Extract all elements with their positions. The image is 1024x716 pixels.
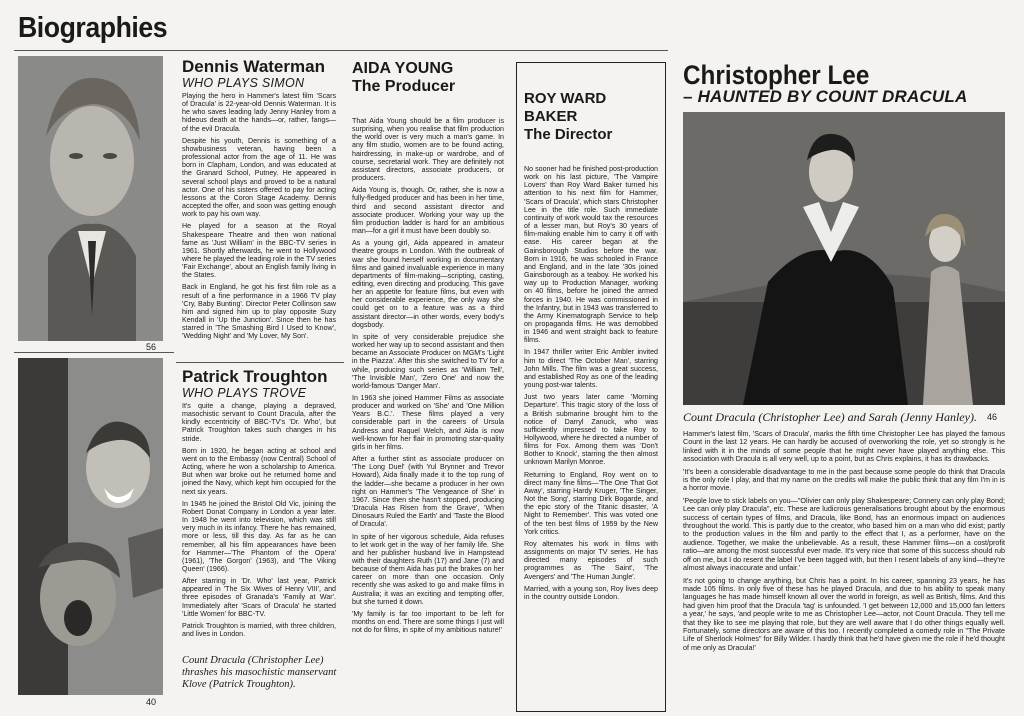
lee-paragraph: 'It's been a considerable disadvantage to me in the past because some people do think that Dracula is the only role I play, and that my name on the credits will make the public think that any film I'm in is a horror movie. <box>683 466 1005 493</box>
lee-paragraph: It's not going to change anything, but Chris has a point. In his career, spanning 23 years, he has made 105 films. In only five of these has he played Dracula, and due to his ability to speak many languages he has made himself known all over the world in foreign, as well as British, films. And this had given him proof that the Dracula 'tag' is unfounded. 'I get between 12,000 and 15,000 fan letters a year,' he says, 'and people write to me as Christopher Lee—actor, not Count Dracula. They tell me that they like to see me playing that role, but they are well aware that I do other things equally well. Fortunately, some directors are aware of this too. I recently completed a comedy role in "The Private Life of Sherlock Holmes" for Billy Wilder. I hardly think that he'd have given me the role if he'd thought of me only as Dracula!' <box>683 575 1005 652</box>
waterman-paragraph: He played for a season at the Royal Shakespeare Theatre and then won national fame as 'Just William' in the BBC-TV series in 1961. Shortly afterwards, he went to Hollywood where he played the leading role in the TV series 'Fair Exchange', about an English family living in the States. <box>182 222 336 280</box>
troughton-paragraph: Born in 1920, he began acting at school and went on to the Embassy (now Central) School of Acting, where he won a scholarship to America. But when war broke out he returned home and joined the Navy, which kept him occupied for the next six years. <box>182 446 336 496</box>
young-name: AIDA YOUNG <box>352 60 454 77</box>
baker-paragraph: No sooner had he finished post-production work on his last picture, 'The Vampire Lovers' than Roy Ward Baker turned his attention to his next film for Hammer, 'Scars of Dracula', which stars Christopher Lee in the title role. Such immediate continuity of work would tax the resources of a lesser man, but Roy's 30 years of film-making enable him to carry it off with ease. His career began at the Gainsborough Studios before the war. Born in 1916, he was schooled in France and England, and in the late '30s joined Gainsborough as a teaboy. He worked his way up to Production Manager, working on 40 films, before he joined the armed forces in 1940. He was commissioned in the Infantry, but in 1943 was transferred to the Army Kinematograph Service to help on propaganda films. He was demobbed in 1946 and went straight back to feature films. <box>524 165 658 345</box>
young-role: The Producer <box>352 78 456 95</box>
young-paragraph: That Aida Young should be a film producer is surprising, when you realise that film production the world over is very much a man's game. In any film studio, women are to be found acting, hairdressing, in make-up or wardrobe, and of course, secretarial work. They are definitely not assistant directors, associate producers, or producers. <box>352 117 504 183</box>
page-number-56: 56 <box>146 342 157 352</box>
lee-paragraph: 'People love to stick labels on you—"Olivier can only play Shakespeare; Connery can only play Bond; Lee can only play Dracula", etc. These are ludicrous generalisations brought about by the enormous success of certain types of films, and Dracula, like Bond, has an enormous impact on audiences throughout the world. This is partly due to the creator, who based him on a man who did exist; partly to the production values in the film and partly to the effect that I, as a performer, have on the audience. Together, we make the unbelievable. As a result, these Hammer films—on a cost/profit ratio—are among the most successful ever made. It's very nice that some of this success should rub off on me, but I do resent the label I've been tagged with, but then I resent labels of any kind—they're almost always inaccurate and unfair.' <box>683 495 1005 573</box>
lee-subtitle: – HAUNTED BY COUNT DRACULA <box>683 87 968 106</box>
waterman-paragraph: Back in England, he got his first film role as a result of a fine performance in a 1966 TV play 'Cry, Baby Bunting'. Director Peter Collinson saw him and signed him up to play opposite Suzy Kendall in 'Up the Junction'. Since then he has starred in 'The Smashing Bird I Used to Know', 'Wedding Night' and 'My Lover, My Son'. <box>182 283 336 341</box>
baker-paragraph: Roy alternates his work in films with assignments on major TV series. He has directed many episodes of such programmes as 'The Saint', 'The Avengers' and 'The Human Jungle'. <box>524 539 658 581</box>
lee-caption: Count Dracula (Christopher Lee) and Sarah (Jenny Hanley). <box>683 410 977 424</box>
waterman-bio <box>182 92 336 345</box>
baker-paragraph: Married, with a young son, Roy lives deep in the country outside London. <box>524 584 658 601</box>
young-bio <box>352 117 504 638</box>
troughton-name: Patrick Troughton <box>182 367 328 386</box>
waterman-paragraph: Playing the hero in Hammer's latest film 'Scars of Dracula' is 22-year-old Dennis Waterman. It is he who saves leading lady Jenny Hanley from a hideous death at the hands—or, rather, fangs—of the evil Dracula. <box>182 92 336 133</box>
troughton-paragraph: In 1945 he joined the Bristol Old Vic, joining the Robert Donat Company in London a year later. In 1948 he went into television, which was still very much in its infancy. There he has remained, more or less, till this day. As far as he can remember, all his film appearances have been for Hammer—'The Phantom of the Opera' (1961), 'The Gorgon' (1963), and 'The Viking Queen' (1966). <box>182 499 336 573</box>
baker-paragraph: In 1947 thriller writer Eric Ambler invited him to direct 'The October Man', starring John Mills. The film was a great success, and established Roy as one of the leading young post-war talents. <box>524 348 658 390</box>
troughton-paragraph: It's quite a change, playing a depraved, masochistic servant to Count Dracula, after the kindly eccentricity of BBC-TV's 'Dr. Who', but Patrick Troughton takes such changes in his stride. <box>182 402 336 443</box>
header-rule <box>14 50 668 51</box>
page-number-46: 46 <box>987 412 998 422</box>
baker-bio <box>524 165 658 605</box>
troughton-paragraph: Patrick Troughton is married, with three children, and lives in London. <box>182 621 336 639</box>
baker-paragraph: Returning to England, Roy went on to direct many fine films—'The One That Got Away', starring Hardy Kruger, 'The Singer, Not the Song', starring Dirk Bogarde, and the epic story of the Titanic disaster, 'A Night to Remember'. This was voted one of the ten best films of 1959 by the New York critics. <box>524 470 658 536</box>
lee-title: Christopher Lee <box>683 60 870 90</box>
middle-divider <box>176 362 344 363</box>
young-paragraph: Aida Young is, though. Or, rather, she is now a fully-fledged producer and has been in her time, third and second assistant director and associate producer. Working your way up the film production ladder is hard for an ambitious man—for a girl it must have been doubly so. <box>352 186 504 236</box>
troughton-role: WHO PLAYS TROVE <box>182 386 307 400</box>
lee-article <box>683 430 1005 656</box>
young-paragraph: 'My family is far too important to be left for months on end. There are some things I just will not do for films, in spite of my ambitious nature!' <box>352 609 504 635</box>
dennis-waterman-photo <box>18 56 163 341</box>
waterman-paragraph: Despite his youth, Dennis is something of a showbusiness veteran, having been a professional actor from the age of 11. He was born in Clapham, London, and was educated at the Granard School, Putney. He appeared in several school plays and proved to be a natural actor. One of his sisters offered to pay for acting lessons at the Coron Stage Academy. Dennis accepted the offer, and soon was getting enough work to pay his own way. <box>182 136 336 219</box>
baker-name-line2: BAKER <box>524 108 578 125</box>
left-divider <box>14 352 174 353</box>
baker-role: The Director <box>524 126 613 143</box>
young-paragraph: In spite of her vigorous schedule, Aida refuses to let work get in the way of her family life. She and her publisher husband live in Hampstead with their daughters Ruth (17) and Jane (7) and because of them Aida has put the brakes on her career on more than one occasion. Only recently she was asked to go and make films in Australia; it was an exciting and tempting offer, but she turned it down. <box>352 532 504 606</box>
dracula-still-photo <box>683 112 1005 405</box>
troughton-caption: Count Dracula (Christopher Lee) thrashes his masochistic manservant Klove (Patrick Troughton). <box>182 655 337 690</box>
baker-name-line1: ROY WARD <box>524 90 607 107</box>
page-title: Biographies <box>18 12 168 44</box>
troughton-bio <box>182 402 336 642</box>
lee-paragraph: Hammer's latest film, 'Scars of Dracula', marks the fifth time Christopher Lee has played the famous Count in the last 12 years. He can hardly be accused of overworking the role, yet so strongly is he linked with it in the minds of some people that he might never have played anything else. This association with Dracula is all very well, up to a point, but as Chris explains, it has its drawbacks. <box>683 429 1005 464</box>
baker-paragraph: Just two years later came 'Morning Departure'. This tragic story of the loss of a British submarine brought him to the notice of Darryl Zanuck, who was sufficiently impressed to take Roy to Hollywood, where he directed a number of films for Fox. Among them was 'Don't Bother to Knock', starring the then almost unknown Marilyn Monroe. <box>524 393 658 467</box>
patrick-troughton-photo <box>18 358 163 695</box>
page-number-40: 40 <box>146 697 157 707</box>
young-paragraph: In 1963 she joined Hammer Films as associate producer and worked on 'She' and 'One Million Years B.C.'. These films played a very considerable part in the careers of Ursula Andress and Raquel Welch, and Aida is now well-known for her flair in promoting star-quality girls in her films. <box>352 394 504 451</box>
young-paragraph: As a young girl, Aida appeared in amateur theatre groups in London. With the outbreak of war she found herself working in documentary films and gained invaluable experience in many departments of film-making—scripting, casting, editing, even directing and producing. This gave her an appetite for feature films, but even with her considerable experience, the only way she could get on to a feature was as a third assistant director—in other words, every body's dogsbody. <box>352 239 504 329</box>
troughton-paragraph: After starring in 'Dr. Who' last year, Patrick appeared in 'The Six Wives of Henry VIII', and three episodes of Granada's 'Family at War'. Immediately after 'Scars of Dracula' he started 'Little Women' for BBC-TV. <box>182 577 336 618</box>
young-paragraph: After a further stint as associate producer on 'The Long Duel' (with Yul Brynner and Trevor Howard), Aida finally made it to the top rung of the ladder—she became a producer in her own right on Hammer's 'The Vengeance of She' in 1967. Since then she hasn't stopped, producing 'Dracula Has Risen from the Grave', 'When Dinosaurs Ruled the Earth' and 'Taste the Blood of Dracula'. <box>352 455 504 529</box>
waterman-role: WHO PLAYS SIMON <box>182 76 305 90</box>
waterman-name: Dennis Waterman <box>182 57 325 76</box>
young-paragraph: In spite of very considerable prejudice she worked her way up to second assistant and then became an Associate Producer on MGM's 'Light in the Piazza'. After this she switched to TV for a while, producing such series as 'William Tell', 'The Invisible Man', 'Zero One' and now the world-famous 'Danger Man'. <box>352 332 504 390</box>
